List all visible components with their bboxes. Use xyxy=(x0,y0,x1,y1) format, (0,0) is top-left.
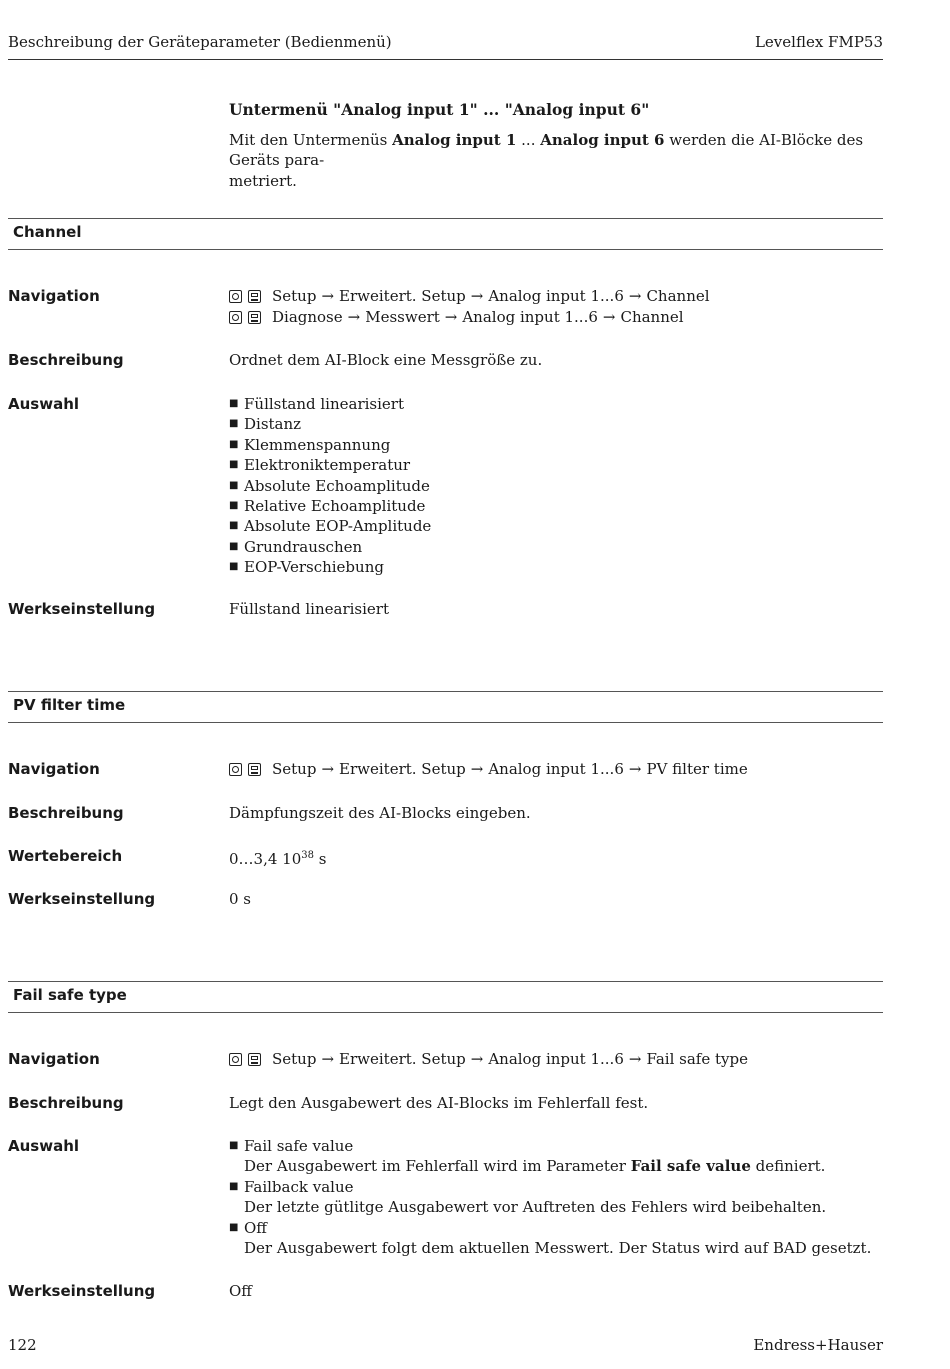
list-item: ■ Absolute EOP-Amplitude xyxy=(229,516,431,536)
operating-tool-icon xyxy=(229,1053,242,1066)
option-description: Der Ausgabewert folgt dem aktuellen Messwert. Der Status wird auf BAD gesetzt. xyxy=(244,1239,872,1258)
operating-tool-icon xyxy=(229,290,242,303)
intro-text xyxy=(229,130,883,191)
label-selection: Auswahl xyxy=(8,1137,80,1155)
label-navigation: Navigation xyxy=(8,287,100,305)
default-value: Off xyxy=(229,1282,252,1300)
label-default: Werkseinstellung xyxy=(8,890,156,908)
section-rule-bottom xyxy=(8,1012,883,1013)
intro-text-part: Mit den Untermenüs xyxy=(229,131,393,149)
option-name: Failback value xyxy=(244,1177,354,1196)
intro-text-part: metriert. xyxy=(229,171,297,190)
default-value: Füllstand linearisiert xyxy=(229,600,389,618)
list-item: ■ Elektroniktemperatur xyxy=(229,455,431,475)
label-description: Beschreibung xyxy=(8,804,124,822)
option-name: Fail safe value xyxy=(244,1137,354,1155)
running-header-title: Beschreibung der Geräteparameter (Bedienmenü) xyxy=(8,33,392,51)
navigation-paths-pv-filter xyxy=(229,759,748,780)
label-default: Werkseinstellung xyxy=(8,1282,156,1300)
footer-brand: Endress+Hauser xyxy=(753,1336,883,1354)
nav-step: Erweitert. Setup xyxy=(339,287,466,306)
arrow-right-icon: → xyxy=(470,287,484,306)
nav-step: PV filter time xyxy=(646,760,748,779)
running-header-product: Levelflex FMP53 xyxy=(754,33,883,51)
arrow-right-icon: → xyxy=(444,308,458,327)
nav-step: Setup xyxy=(272,1050,317,1069)
section-rule-top xyxy=(8,981,883,982)
list-item: ■ Distanz xyxy=(229,414,431,434)
intro-title-text: Untermenü "Analog input 1" ... "Analog input 6" xyxy=(229,100,650,119)
intro-bold-analog-input-1: Analog input 1 xyxy=(392,131,517,149)
intro-text-part: ... xyxy=(516,131,541,149)
section-rule-top xyxy=(8,218,883,219)
label-navigation: Navigation xyxy=(8,760,100,778)
list-item xyxy=(229,1177,871,1218)
nav-step: Channel xyxy=(646,287,710,306)
intro-title xyxy=(229,100,649,119)
nav-step: Erweitert. Setup xyxy=(339,760,466,779)
arrow-right-icon: → xyxy=(470,760,484,779)
label-range: Wertebereich xyxy=(8,847,123,865)
range-unit: s xyxy=(314,850,327,868)
option-name: Off xyxy=(244,1218,267,1237)
operating-tool-icon xyxy=(229,763,242,776)
nav-step: Analog input 1...6 xyxy=(488,760,624,779)
operating-tool-icon xyxy=(229,311,242,324)
nav-step: Fail safe type xyxy=(646,1050,748,1069)
range-exponent: 38 xyxy=(301,850,314,861)
list-item: ■ Relative Echoamplitude xyxy=(229,496,431,516)
arrow-right-icon: → xyxy=(470,1050,484,1069)
section-title-fail-safe-type: Fail safe type xyxy=(13,986,127,1004)
section-rule-top xyxy=(8,691,883,692)
selection-list xyxy=(229,394,431,578)
nav-path xyxy=(229,1049,748,1070)
list-item: ■ Grundrauschen xyxy=(229,537,431,557)
label-description: Beschreibung xyxy=(8,351,124,369)
nav-step: Setup xyxy=(272,287,317,306)
section-title-channel: Channel xyxy=(13,223,82,241)
list-item xyxy=(229,1218,871,1259)
description-text: Ordnet dem AI-Block eine Messgröße zu. xyxy=(229,351,543,369)
intro-bold-analog-input-6: Analog input 6 xyxy=(540,131,665,149)
intro-text-part: werden die AI-Blöcke des Geräts para- xyxy=(229,131,864,170)
label-description: Beschreibung xyxy=(8,1094,124,1112)
range-base: 0…3,4 10 xyxy=(229,850,302,868)
arrow-right-icon: → xyxy=(321,1050,335,1069)
section-title-pv-filter-time: PV filter time xyxy=(13,696,126,714)
nav-step: Analog input 1...6 xyxy=(488,287,624,306)
nav-step: Analog input 1...6 xyxy=(488,1050,624,1069)
arrow-right-icon: → xyxy=(321,287,335,306)
range-value xyxy=(229,846,326,869)
nav-step: Erweitert. Setup xyxy=(339,1050,466,1069)
arrow-right-icon: → xyxy=(321,760,335,779)
page-number: 122 xyxy=(8,1336,37,1354)
list-item: ■ Füllstand linearisiert xyxy=(229,394,431,414)
list-item: ■ EOP-Verschiebung xyxy=(229,557,431,577)
option-description-bold: Fail safe value xyxy=(630,1157,751,1176)
label-navigation: Navigation xyxy=(8,1050,100,1068)
label-selection: Auswahl xyxy=(8,395,80,413)
arrow-right-icon: → xyxy=(628,760,642,779)
section-rule-bottom xyxy=(8,722,883,723)
nav-path xyxy=(229,759,748,780)
description-text: Legt den Ausgabewert des AI-Blocks im Fehlerfall fest. xyxy=(229,1094,649,1112)
header-rule xyxy=(8,59,883,60)
nav-path xyxy=(229,307,710,328)
display-icon xyxy=(248,311,261,324)
nav-step: Setup xyxy=(272,760,317,779)
display-icon xyxy=(248,763,261,776)
option-description-text: definiert. xyxy=(750,1157,826,1176)
nav-step: Diagnose xyxy=(272,308,343,327)
arrow-right-icon: → xyxy=(347,308,361,327)
display-icon xyxy=(248,1053,261,1066)
option-description-text: Der Ausgabewert im Fehlerfall wird im Parameter xyxy=(244,1157,631,1176)
arrow-right-icon: → xyxy=(602,308,616,327)
nav-step: Messwert xyxy=(365,308,440,327)
list-item xyxy=(229,1136,871,1177)
nav-step: Analog input 1...6 xyxy=(462,308,598,327)
arrow-right-icon: → xyxy=(628,1050,642,1069)
label-default: Werkseinstellung xyxy=(8,600,156,618)
navigation-paths-fail-safe xyxy=(229,1049,748,1070)
nav-step: Channel xyxy=(620,308,684,327)
default-value: 0 s xyxy=(229,890,252,908)
option-description: Der letzte gütlitge Ausgabewert vor Auftreten des Fehlers wird beibehalten. xyxy=(244,1198,827,1217)
list-item: ■ Absolute Echoamplitude xyxy=(229,476,431,496)
navigation-paths-channel xyxy=(229,286,710,328)
nav-path xyxy=(229,286,710,307)
option-description xyxy=(244,1156,871,1176)
section-rule-bottom xyxy=(8,249,883,250)
selection-list xyxy=(229,1136,871,1258)
list-item: ■ Klemmenspannung xyxy=(229,435,431,455)
arrow-right-icon: → xyxy=(628,287,642,306)
description-text: Dämpfungszeit des AI-Blocks eingeben. xyxy=(229,804,531,822)
display-icon xyxy=(248,290,261,303)
